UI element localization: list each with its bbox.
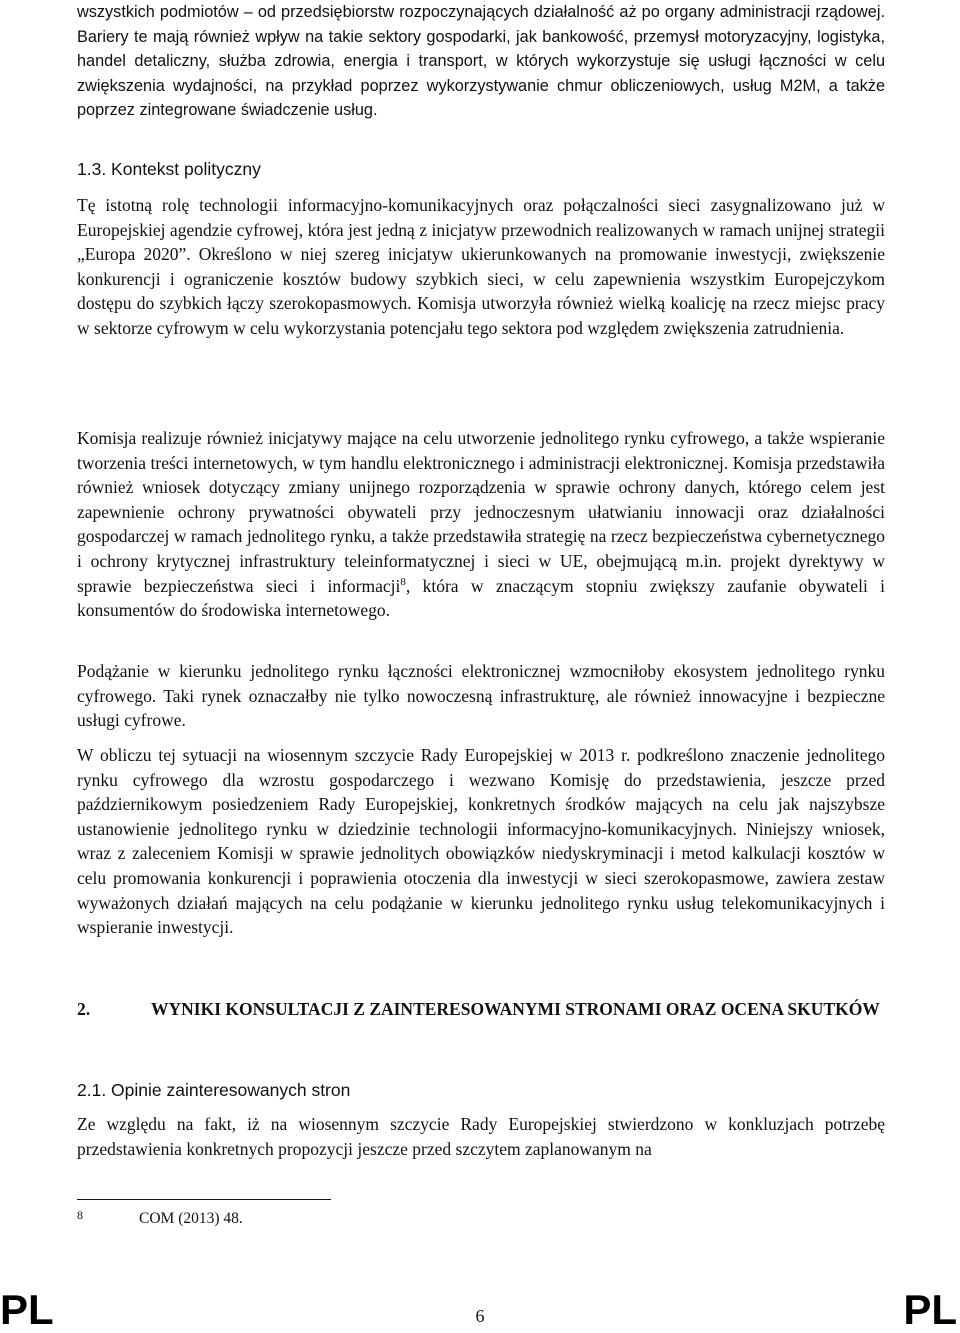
section-number: 2. [77, 999, 91, 1019]
section-heading-1-3: 1.3. Kontekst polityczny [77, 159, 261, 179]
footnote-text: COM (2013) 48. [139, 1210, 243, 1227]
paragraph-commission-initiatives [77, 426, 885, 623]
footer-language-left: PL [0, 1286, 54, 1333]
paragraph-spring-summit: W obliczu tej sytuacji na wiosennym szczycie Rady Europejskiej w 2013 r. podkreślono znaczenie jednolitego rynku cyfrowego dla wzrostu gospodarczego i wezwano Komisję do przedstawienia, jeszcze przed październikowym posiedzeniem Rady Europejskiej, konkretnych środków mających na celu jak najszybsze ustanowienie jednolitego rynku w dziedzinie technologii informacyjno-komunikacyjnych. Niniejszy wniosek, wraz z zaleceniem Komisji w sprawie jednolitych obowiązków niedyskryminacji i metod kalkulacji kosztów w celu promowania konkurencji i poprawienia otoczenia dla inwestycji w sieci szerokopasmowe, zawiera zestaw wyważonych działań mających na celu podążanie w kierunku jednolitego rynku usług telekomunikacyjnych i wspieranie inwestycji. [77, 745, 885, 938]
paragraph-digital-agenda: Tę istotną rolę technologii informacyjno-komunikacyjnych oraz połączalności sieci zasygnalizowano już w Europejskiej agendzie cyfrowej, która jest jedną z inicjatyw przewodnich realizowanych w ramach unijnej strategii „Europa 2020”. Określono w niej szereg inicjatyw ukierunkowanych na promowanie inwestycji, zwiększenie konkurencji i ograniczenie kosztów budowy szybkich sieci, w celu zapewnienia wszystkim Europejczykom dostępu do szybkich łączy szerokopasmowych. Komisja utworzyła również wielką koalicję na rzecz miejsc pracy w sektorze cyfrowym w celu wykorzystania potencjału tego sektora pod względem zwiększenia zatrudnienia. [77, 195, 885, 338]
intro-paragraph: wszystkich podmiotów – od przedsiębiorstw rozpoczynających działalność aż po organy administracji rządowej. Bariery te mają również wpływ na takie sektory gospodarki, jak bankowość, przemysł motoryzacyjny, logistyka, handel detaliczny, służba zdrowia, energia i transport, w których wykorzystuje się usługi łączności w celu zwiększenia wydajności, na przykład poprzez wykorzystywanie chmur obliczeniowych, usług M2M, a także poprzez zintegrowane świadczenie usług. [77, 3, 885, 120]
page-number: 6 [475, 1306, 485, 1326]
footnote-number: 8 [77, 1208, 83, 1222]
footer-language-right: PL [903, 1286, 957, 1333]
paragraph-stakeholder-opinions: Ze względu na fakt, iż na wiosennym szczycie Rady Europejskiej stwierdzono w konkluzjach potrzebę przedstawienia konkretnych propozycji jeszcze przed szczytem zaplanowanym na [77, 1114, 885, 1159]
subsection-heading-2-1: 2.1. Opinie zainteresowanych stron [77, 1080, 351, 1100]
footnote-divider [77, 1199, 331, 1200]
footnote-reference[interactable]: 8 [400, 575, 406, 588]
paragraph-text: Komisja realizuje również inicjatywy mające na celu utworzenie jednolitego rynku cyfrowego, a także wspieranie tworzenia treści internetowych, w tym handlu elektronicznego i administracji elektronicznej. Komisja przedstawiła również wniosek dotyczący zmiany unijnego rozporządzenia w sprawie ochrony danych, którego celem jest zapewnienie ochrony prywatności obywateli przy jednoczesnym ułatwianiu innowacji oraz działalności gospodarczej w ramach jednolitego rynku, a także przedstawiła strategię na rzecz bezpieczeństwa cybernetycznego i ochrony krytycznej infrastruktury teleinformatycznej i sieci w UE, obejmującą m.in. projekt dyrektywy w sprawie bezpieczeństwa sieci i informacji [77, 428, 885, 596]
paragraph-single-market: Podążanie w kierunku jednolitego rynku łączności elektronicznej wzmocniłoby ekosystem jednolitego rynku cyfrowego. Taki rynek oznaczałby nie tylko nowoczesną infrastrukturę, ale również innowacyjne i bezpieczne usługi cyfrowe. [77, 661, 885, 731]
paragraph-text-continued: , która w znaczącym stopniu zwiększy zaufanie obywateli i konsumentów do środowiska internetowego. [77, 575, 885, 621]
section-title: WYNIKI KONSULTACJI Z ZAINTERESOWANYMI STRONAMI ORAZ OCENA SKUTKÓW [151, 999, 880, 1019]
section-heading-2 [77, 997, 885, 1022]
